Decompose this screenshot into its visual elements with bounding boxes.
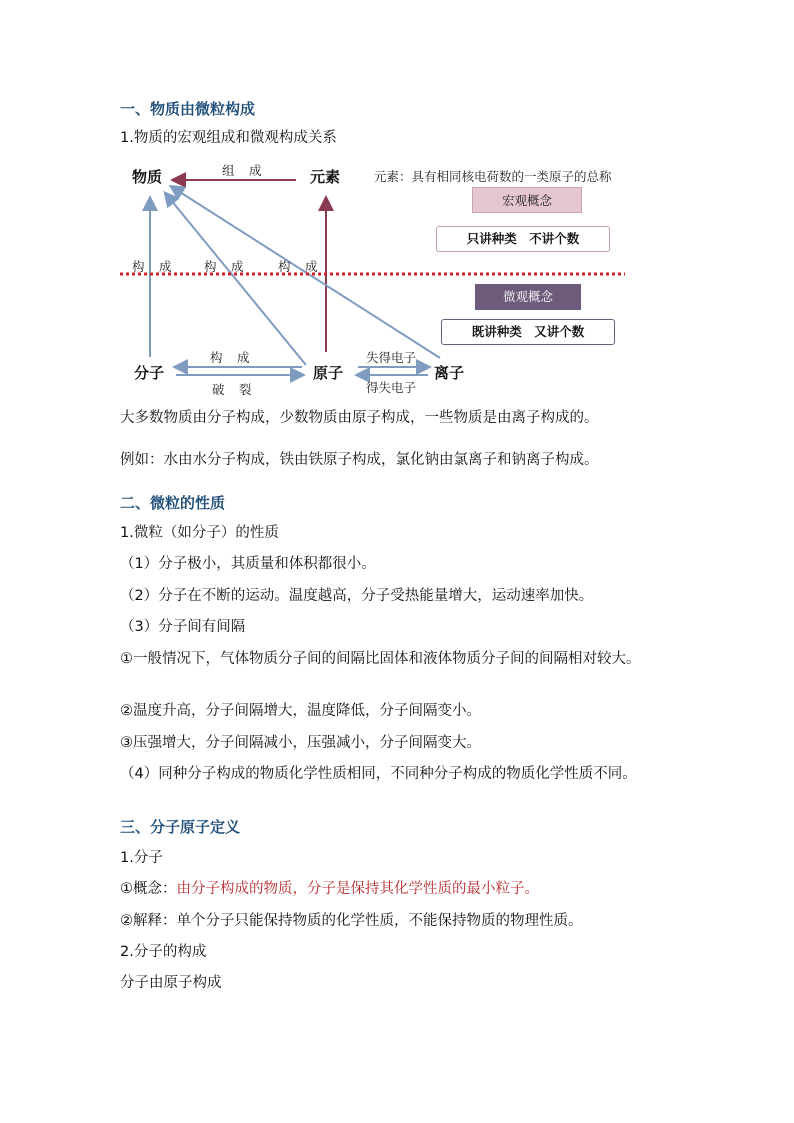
paragraph-examples: 例如：水由水分子构成，铁由铁原子构成，氯化钠由氯离子和钠离子构成。 (120, 452, 599, 468)
label-constitute-1: 构 成 (132, 259, 173, 274)
macro-concept-description: 只讲种类 不讲个数 (436, 226, 610, 252)
definition-text: 由分子构成的物质，分子是保持其化学性质的最小粒子。 (176, 881, 539, 897)
label-compose: 组 成 (222, 163, 263, 178)
substance-composition-diagram (120, 155, 640, 395)
property-item-3c: ③压强增大，分子间隔减小，压强减小，分子间隔变大。 (120, 735, 481, 751)
label-constitute-2: 构 成 (204, 259, 245, 274)
definition-label: ①概念： (120, 881, 177, 897)
property-item-3b: ②温度升高，分子间隔增大，温度降低，分子间隔变小。 (120, 703, 481, 719)
section1-heading: 一、物质由微粒构成 (120, 100, 256, 118)
explanation-text: 单个分子只能保持物质的化学性质，不能保持物质的物理性质。 (176, 913, 583, 929)
property-item-1: （1）分子极小，其质量和体积都很小。 (120, 556, 376, 572)
element-definition: 元素：具有相同核电荷数的一类原子的总称 (374, 169, 612, 184)
section3-subheading-structure: 2.分子的构成 (120, 944, 207, 960)
section3-heading: 三、分子原子定义 (120, 818, 241, 836)
label-lose-gain-electron: 失得电子 (366, 350, 417, 365)
property-item-3a: ①一般情况下，气体物质分子间的间隔比固体和液体物质分子间的间隔相对较大。 (120, 651, 641, 667)
section2-subheading: 1.微粒（如分子）的性质 (120, 525, 279, 541)
molecule-structure-text: 分子由原子构成 (120, 975, 222, 991)
node-atom: 原子 (313, 364, 344, 382)
micro-concept-badge: 微观概念 (475, 284, 581, 310)
section3-subheading-molecule: 1.分子 (120, 850, 163, 866)
section2-heading: 二、微粒的性质 (120, 494, 226, 512)
label-gain-lose-electron: 得失电子 (366, 380, 417, 395)
node-substance: 物质 (132, 168, 163, 186)
molecule-definition (120, 879, 539, 899)
paragraph-composition: 大多数物质由分子构成，少数物质由原子构成，一些物质是由离子构成的。 (120, 410, 599, 426)
property-item-4: （4）同种分子构成的物质化学性质相同，不同种分子构成的物质化学性质不同。 (120, 766, 637, 782)
label-constitute-3: 构 成 (278, 259, 319, 274)
property-item-2: （2）分子在不断的运动。温度越高，分子受热能量增大，运动速率加快。 (120, 588, 594, 604)
node-molecule: 分子 (134, 364, 165, 382)
label-mol-atom-constitute: 构 成 (210, 350, 251, 365)
property-item-3: （3）分子间有间隔 (120, 619, 246, 635)
arrow-atom-to-substance (166, 194, 306, 365)
explanation-label: ②解释： (120, 913, 177, 929)
section1-subheading: 1.物质的宏观组成和微观构成关系 (120, 130, 337, 146)
node-element: 元素 (310, 168, 341, 186)
node-ion: 离子 (434, 364, 465, 382)
macro-concept-badge: 宏观概念 (472, 187, 582, 213)
molecule-explanation (120, 911, 583, 931)
micro-concept-description: 既讲种类 又讲个数 (441, 319, 615, 345)
label-mol-atom-break: 破 裂 (212, 382, 253, 397)
